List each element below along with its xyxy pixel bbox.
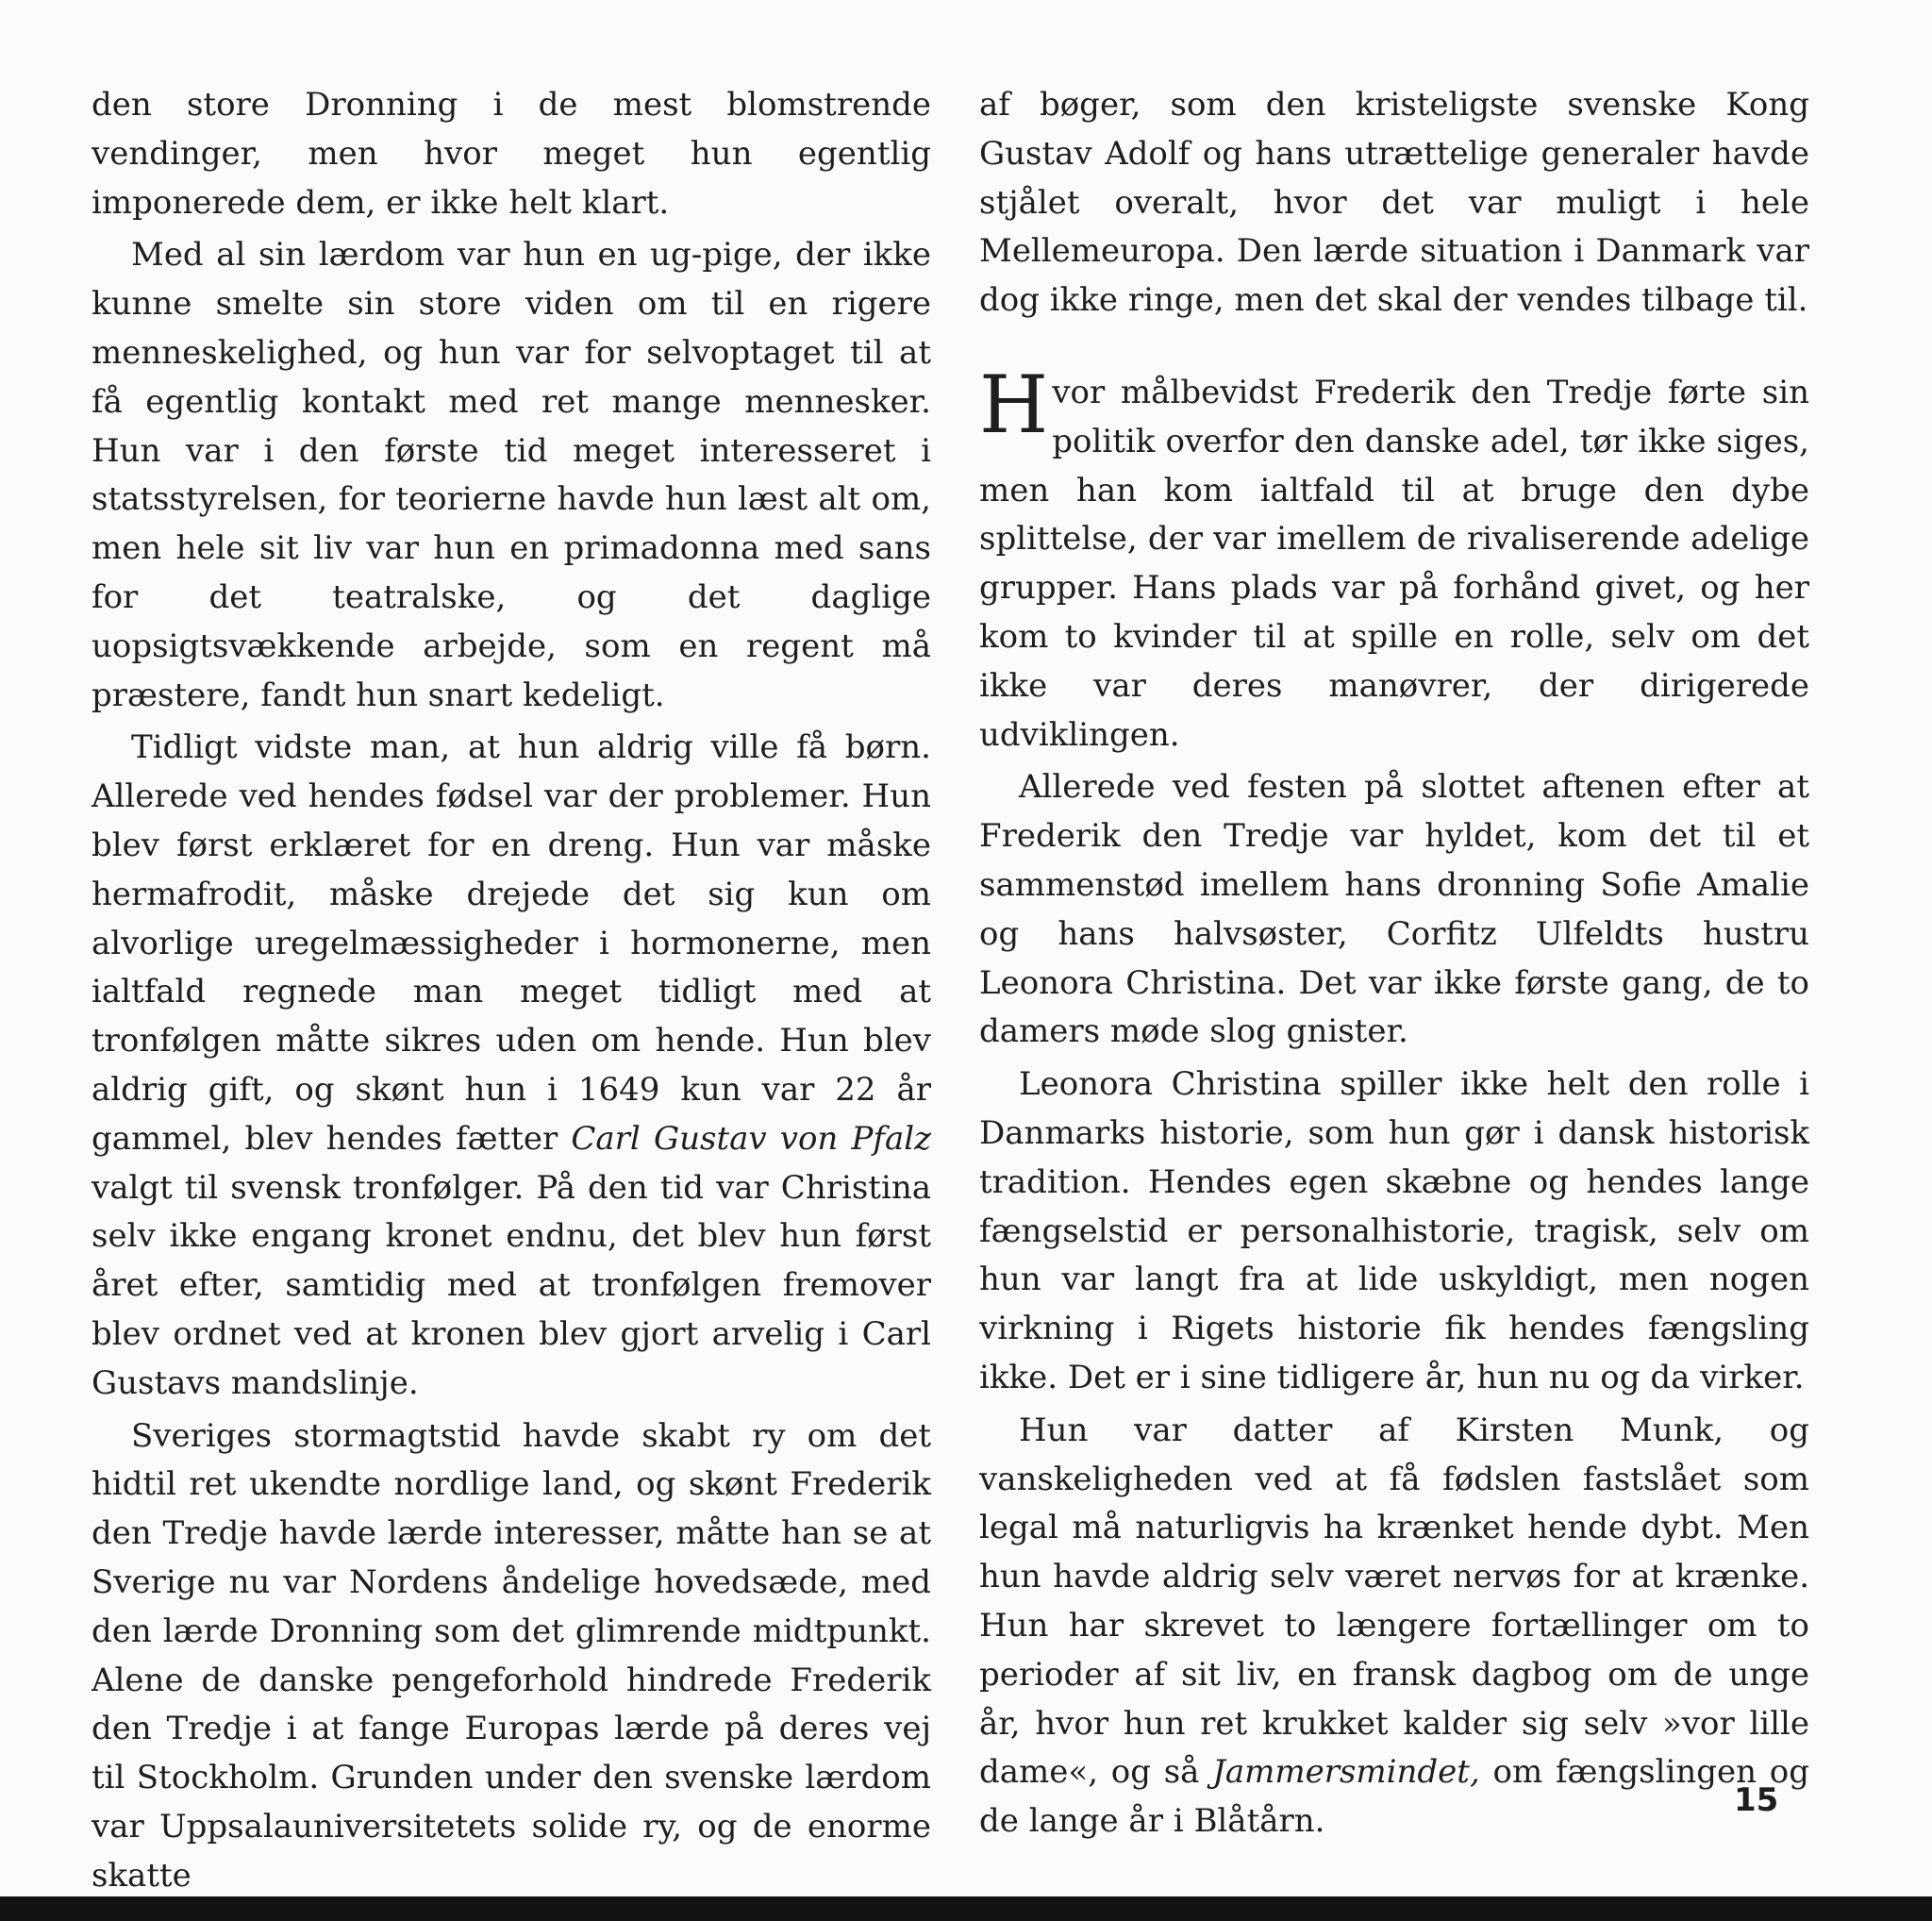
paragraph: den store Dronning i de mest blomstrende vendinger, men hvor meget hun egentlig imponerede dem, er ikke helt klart.	[92, 86, 931, 222]
page-bottom-edge	[0, 1896, 1932, 1921]
paragraph: Med al sin lærdom var hun en ug-pige, der ikke kunne smelte sin store viden om til en rigere menneskelighed, og hun var for selvoptaget til at få egentlig kontakt med ret mange mennesker. Hun var i den første tid meget interesseret i statsstyrelsen, for teorierne havde hun læst alt om, men hele sit liv var hun en primadonna med sans for det teatralske, og det daglige uopsigtsvækkende arbejde, som en regent må præstere, fandt hun snart kedeligt.	[92, 236, 931, 714]
paragraph-text: Hun var datter af Kirsten Munk, og vanskeligheden ved at få fødslen fastslået som legal må naturligvis ha krænket hende dybt. Men hun havde aldrig selv været nervøs for at krænke. Hun har skrevet to længere fortællinger om to perioder af sit liv, en fransk dagbog om de unge år, hvor hun ret krukket kalder sig selv »vor lille dame«, og så	[979, 1411, 1809, 1792]
paragraph	[92, 724, 931, 1408]
paragraph: af bøger, som den kristeligste svenske Kong Gustav Adolf og hans utrættelige generaler havde stjålet overalt, hvor det var muligt i hele Mellemeuropa. Den lærde situation i Danmark var dog ikke ringe, men det skal der vendes tilbage til.	[979, 86, 1809, 320]
paragraph: Leonora Christina spiller ikke helt den rolle i Danmarks historie, som hun gør i dansk historisk tradition. Hendes egen skæbne og hendes lange fængselstid er personalhistorie, tragisk, selv om hun var langt fra at lide uskyldigt, men nogen virkning i Rigets historie fik hendes fængsling ikke. Det er i sine tidligere år, hun nu og da virker.	[979, 1065, 1809, 1396]
italic-name: Carl Gustav von Pfalz	[571, 1119, 931, 1158]
right-text-column	[979, 81, 1809, 1846]
paragraph-text: Tidligt vidste man, at hun aldrig ville få børn. Allerede ved hendes fødsel var der problemer. Hun blev først erklæret for en dreng. Hun var måske hermafrodit, måske drejede det sig kun om alvorlige uregelmæssigheder i hormonerne, men ialtfald regnede man meget tidligt med at tronfølgen måtte sikres uden om hende. Hun blev aldrig gift, og skønt hun i 1649 kun var 22 år gammel, blev hendes fætter	[92, 728, 931, 1158]
page-number: 15	[1734, 1781, 1779, 1819]
left-text-column	[92, 81, 931, 1900]
paragraph	[979, 1407, 1809, 1846]
paragraph-text: valgt til svensk tronfølger. På den tid var Christina selv ikke engang kronet endnu, det blev hun først året efter, samtidig med at tronfølgen fremover blev ordnet ved at kronen blev gjort arvelig i Carl Gustavs mandslinje.	[92, 1168, 931, 1402]
section-paragraph	[979, 358, 1809, 760]
drop-cap: H	[979, 358, 1049, 451]
paragraph: Sveriges stormagtstid havde skabt ry om det hidtil ret ukendte nordlige land, og skønt Frederik den Tredje havde lærde interesser, måtte han se at Sverige nu var Nordens åndelige hovedsæde, med den lærde Dronning som det glimrende midtpunkt. Alene de danske pengeforhold hindrede Frederik den Tredje i at fange Europas lærde på deres vej til Stockholm. Grunden under den svenske lærdom var Uppsalauniversitetets solide ry, og de enorme skatte	[92, 1416, 931, 1895]
paragraph: Allerede ved festen på slottet aftenen efter at Frederik den Tredje var hyldet, kom det til et sammenstød imellem hans dronning Sofie Amalie og hans halvsøster, Corfitz Ulfeldts hustru Leonora Christina. Det var ikke første gang, de to damers møde slog gnister.	[979, 768, 1809, 1051]
paragraph-text: om fængslingen og de lange år i Blåtårn.	[979, 1753, 1810, 1841]
paragraph-text: vor målbevidst Frederik den Tredje førte sin politik overfor den danske adel, tør ikke siges, men han kom ialtfald til at bruge den dybe splittelse, der var imellem de rivaliserende adelige grupper. Hans plads var på forhånd givet, og her kom to kvinder til at spille en rolle, selv om det ikke var deres manøvrer, der dirigerede udviklingen.	[979, 373, 1809, 754]
italic-title: Jammersmindet,	[1212, 1753, 1480, 1792]
